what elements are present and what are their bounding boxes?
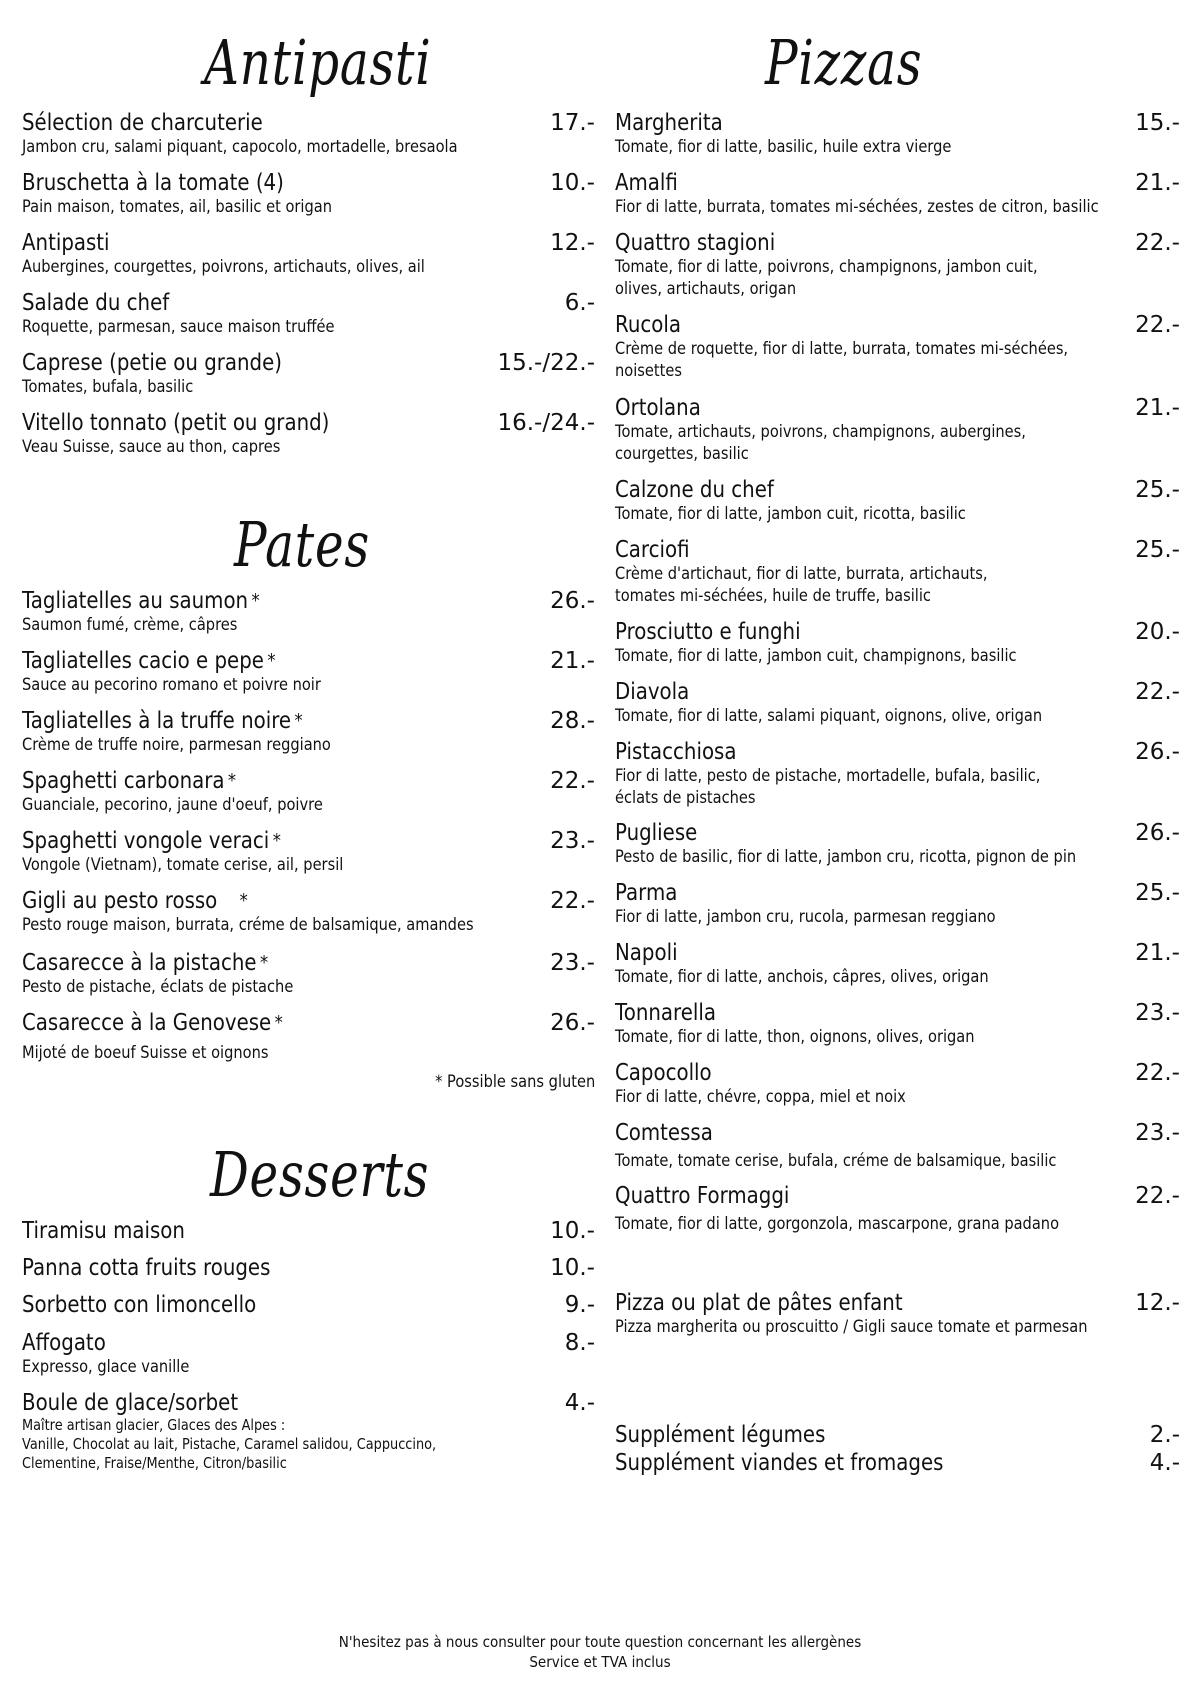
gluten-free-star: * (267, 650, 276, 672)
item-description: tomates mi-séchées, huile de truffe, basilic (615, 586, 931, 606)
item-name: Calzone du chef (615, 477, 774, 503)
menu-item (22, 230, 595, 278)
item-name: Caprese (petie ou grande) (22, 350, 282, 376)
item-price: 22.- (550, 768, 595, 794)
item-name: Affogato (22, 1330, 106, 1356)
menu-item (615, 312, 1180, 382)
gluten-free-star: * (294, 710, 303, 732)
gluten-free-star: * (274, 1012, 283, 1034)
menu-item (22, 648, 595, 696)
item-name: Casarecce à la Genovese * (22, 1010, 283, 1036)
item-name: Casarecce à la pistache * (22, 950, 269, 976)
menu-item (22, 1218, 595, 1244)
menu-item (22, 588, 595, 636)
menu-item (22, 1390, 595, 1473)
item-name: Parma (615, 880, 678, 906)
item-name: Tagliatelles cacio e pepe * (22, 648, 276, 674)
item-name: Quattro Formaggi (615, 1183, 790, 1209)
desserts-title: Desserts (210, 1138, 430, 1211)
gluten-free-star: * (260, 952, 269, 974)
item-description: Vanille, Chocolat au lait, Pistache, Caramel salidou, Cappuccino, (22, 1435, 437, 1453)
antipasti-title: Antipasti (204, 26, 432, 99)
item-price: 26.- (1135, 820, 1180, 846)
gluten-note: * Possible sans gluten (434, 1072, 595, 1092)
item-description: courgettes, basilic (615, 444, 749, 464)
gluten-free-star: * (251, 590, 260, 612)
item-name: Tagliatelles au saumon * (22, 588, 260, 614)
item-name: Pizza ou plat de pâtes enfant (615, 1290, 903, 1316)
item-description: Jambon cru, salami piquant, capocolo, mortadelle, bresaola (22, 137, 458, 157)
item-description: Mijoté de boeuf Suisse et oignons (22, 1043, 269, 1063)
item-name: Spaghetti carbonara * (22, 768, 237, 794)
item-description: Guanciale, pecorino, jaune d'oeuf, poivre (22, 795, 323, 815)
menu-item (615, 477, 1180, 525)
item-name: Napoli (615, 940, 678, 966)
item-name: Supplément viandes et fromages (615, 1450, 944, 1476)
service-note: Service et TVA inclus (529, 1653, 671, 1671)
item-price: 23.- (550, 950, 595, 976)
item-description: noisettes (615, 361, 682, 381)
item-price: 6.- (564, 290, 595, 316)
item-name: Supplément légumes (615, 1422, 826, 1448)
item-description: Fior di latte, pesto de pistache, mortadelle, bufala, basilic, (615, 766, 1041, 786)
supplement-item (615, 1450, 1180, 1476)
item-name: Spaghetti vongole veraci * (22, 828, 281, 854)
item-description: Tomate, fior di latte, poivrons, champignons, jambon cuit, (615, 257, 1038, 277)
item-price: 4.- (564, 1390, 595, 1416)
item-description: Tomate, fior di latte, jambon cuit, champignons, basilic (615, 646, 1017, 666)
item-description: Roquette, parmesan, sauce maison truffée (22, 317, 335, 337)
item-name: Prosciutto e funghi (615, 619, 801, 645)
gluten-free-star: * (272, 830, 281, 852)
pates-title: Pates (234, 508, 370, 581)
item-price: 12.- (1135, 1290, 1180, 1316)
item-description: Sauce au pecorino romano et poivre noir (22, 675, 321, 695)
menu-item (22, 950, 595, 998)
menu-item (22, 1330, 595, 1378)
item-description: Pizza margherita ou proscuitto / Gigli sauce tomate et parmesan (615, 1317, 1088, 1337)
item-price: 22.- (1135, 312, 1180, 338)
item-price: 10.- (550, 1255, 595, 1281)
menu-item (22, 410, 595, 458)
item-price: 12.- (550, 230, 595, 256)
item-name: Pistacchiosa (615, 739, 737, 765)
item-name: Capocollo (615, 1060, 712, 1086)
item-price: 4.- (1149, 1450, 1180, 1476)
item-name: Diavola (615, 679, 690, 705)
item-description: Tomate, fior di latte, basilic, huile extra vierge (615, 137, 952, 157)
item-description: Vongole (Vietnam), tomate cerise, ail, persil (22, 855, 344, 875)
item-description: Maître artisan glacier, Glaces des Alpes : (22, 1416, 286, 1434)
item-name: Gigli au pesto rosso * (22, 888, 248, 914)
item-price: 15.-/22.- (497, 350, 595, 376)
menu-item (615, 1120, 1180, 1172)
menu-item (22, 350, 595, 398)
item-price: 8.- (564, 1330, 595, 1356)
menu-item (615, 880, 1180, 928)
gluten-free-star: * (239, 890, 248, 912)
item-description: Pesto rouge maison, burrata, créme de balsamique, amandes (22, 915, 474, 935)
menu-item (615, 940, 1180, 988)
item-price: 23.- (550, 828, 595, 854)
item-description: Crème d'artichaut, fior di latte, burrata, artichauts, (615, 564, 988, 584)
item-name: Carciofi (615, 537, 690, 563)
item-description: Fior di latte, burrata, tomates mi-séchées, zestes de citron, basilic (615, 197, 1099, 217)
item-description: Pain maison, tomates, ail, basilic et origan (22, 197, 333, 217)
menu-item (22, 1010, 595, 1064)
menu-item (22, 110, 595, 158)
item-price: 22.- (1135, 679, 1180, 705)
menu-item (22, 290, 595, 338)
item-name: Amalfi (615, 170, 678, 196)
item-name: Pugliese (615, 820, 698, 846)
item-description: Expresso, glace vanille (22, 1357, 190, 1377)
item-price: 23.- (1135, 1000, 1180, 1026)
item-description: Tomate, fior di latte, anchois, câpres, olives, origan (615, 967, 989, 987)
item-name: Vitello tonnato (petit ou grand) (22, 410, 330, 436)
item-price: 16.-/24.- (497, 410, 595, 436)
item-name: Tonnarella (615, 1000, 716, 1026)
item-description: Tomates, bufala, basilic (22, 377, 194, 397)
item-price: 21.- (550, 648, 595, 674)
item-name: Boule de glace/sorbet (22, 1390, 239, 1416)
item-price: 22.- (1135, 1183, 1180, 1209)
allergen-note: N'hesitez pas à nous consulter pour toute question concernant les allergènes (338, 1633, 862, 1651)
item-description: Fior di latte, chévre, coppa, miel et noix (615, 1087, 906, 1107)
menu-item (615, 1000, 1180, 1048)
menu-item (615, 820, 1180, 868)
menu-item (615, 1060, 1180, 1108)
item-name: Antipasti (22, 230, 110, 256)
kids-menu-item (615, 1290, 1180, 1338)
item-price: 23.- (1135, 1120, 1180, 1146)
item-description: Crème de truffe noire, parmesan reggiano (22, 735, 331, 755)
menu-item (615, 230, 1180, 300)
item-description: Tomate, fior di latte, thon, oignons, olives, origan (615, 1027, 975, 1047)
item-name: Comtessa (615, 1120, 713, 1146)
item-price: 9.- (564, 1292, 595, 1318)
item-name: Bruschetta à la tomate (4) (22, 170, 284, 196)
item-price: 21.- (1135, 395, 1180, 421)
menu-item (615, 1183, 1180, 1235)
gluten-free-star: * (227, 770, 237, 792)
item-description: Aubergines, courgettes, poivrons, artichauts, olives, ail (22, 257, 425, 277)
pizzas-title: Pizzas (765, 26, 923, 99)
menu-item (22, 708, 595, 756)
item-description: Clementine, Fraise/Menthe, Citron/basilic (22, 1454, 287, 1472)
item-description: Pesto de pistache, éclats de pistache (22, 977, 294, 997)
item-description: Tomate, tomate cerise, bufala, créme de balsamique, basilic (615, 1151, 1057, 1171)
item-price: 25.- (1135, 537, 1180, 563)
item-price: 25.- (1135, 477, 1180, 503)
item-name: Salade du chef (22, 290, 170, 316)
menu-item (615, 395, 1180, 465)
item-price: 22.- (1135, 230, 1180, 256)
item-name: Sorbetto con limoncello (22, 1292, 257, 1318)
menu-item (615, 170, 1180, 218)
item-price: 21.- (1135, 940, 1180, 966)
item-price: 10.- (550, 170, 595, 196)
item-name: Ortolana (615, 395, 701, 421)
supplement-item (615, 1422, 1180, 1448)
item-description: Tomate, fior di latte, gorgonzola, mascarpone, grana padano (615, 1214, 1060, 1234)
item-price: 2.- (1149, 1422, 1180, 1448)
item-description: Fior di latte, jambon cru, rucola, parmesan reggiano (615, 907, 996, 927)
item-description: Tomate, fior di latte, jambon cuit, ricotta, basilic (615, 504, 966, 524)
footer (60, 1632, 1140, 1672)
item-description: Saumon fumé, crème, câpres (22, 615, 238, 635)
item-price: 28.- (550, 708, 595, 734)
menu-item (615, 619, 1180, 667)
menu-item (615, 679, 1180, 727)
item-description: Crème de roquette, fior di latte, burrata, tomates mi-séchées, (615, 339, 1069, 359)
item-description: olives, artichauts, origan (615, 279, 797, 299)
item-price: 26.- (550, 1010, 595, 1036)
menu-item (22, 828, 595, 876)
item-name: Panna cotta fruits rouges (22, 1255, 271, 1281)
item-price: 26.- (1135, 739, 1180, 765)
item-name: Rucola (615, 312, 681, 338)
item-description: Tomate, artichauts, poivrons, champignons, aubergines, (615, 422, 1026, 442)
item-name: Quattro stagioni (615, 230, 776, 256)
menu-item (615, 110, 1180, 158)
item-price: 25.- (1135, 880, 1180, 906)
item-price: 22.- (550, 888, 595, 914)
item-price: 22.- (1135, 1060, 1180, 1086)
item-price: 21.- (1135, 170, 1180, 196)
item-description: Pesto de basilic, fior di latte, jambon cru, ricotta, pignon de pin (615, 847, 1077, 867)
menu-item (22, 170, 595, 218)
item-name: Margherita (615, 110, 723, 136)
item-price: 17.- (550, 110, 595, 136)
menu-item (615, 537, 1180, 607)
item-price: 20.- (1135, 619, 1180, 645)
menu-item (615, 739, 1180, 809)
item-name: Sélection de charcuterie (22, 110, 263, 136)
item-description: éclats de pistaches (615, 788, 756, 808)
item-price: 26.- (550, 588, 595, 614)
menu-item (22, 768, 595, 816)
menu-item (22, 888, 595, 936)
item-name: Tiramisu maison (22, 1218, 185, 1244)
item-description: Tomate, fior di latte, salami piquant, oignons, olive, origan (615, 706, 1043, 726)
item-description: Veau Suisse, sauce au thon, capres (22, 437, 281, 457)
item-name: Tagliatelles à la truffe noire * (22, 708, 303, 734)
item-price: 15.- (1135, 110, 1180, 136)
menu-item (22, 1292, 595, 1318)
item-price: 10.- (550, 1218, 595, 1244)
menu-item (22, 1255, 595, 1281)
